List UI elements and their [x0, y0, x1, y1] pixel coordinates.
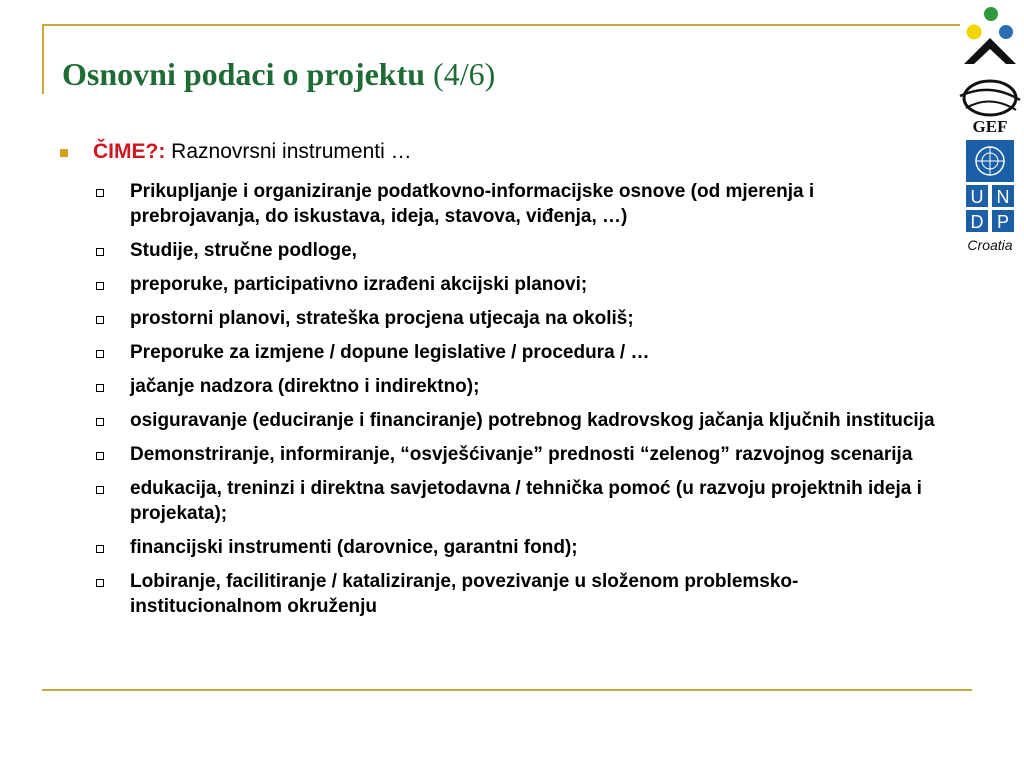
square-bullet-icon: [96, 486, 104, 494]
level1-item: [60, 140, 920, 164]
gef-blue-dot: [999, 25, 1013, 39]
undp-letter-p: P: [996, 212, 1010, 232]
frame-bottom-line: [42, 689, 972, 691]
square-bullet-icon: [96, 316, 104, 324]
page-title-main: Osnovni podaci o projektu: [62, 56, 426, 92]
level1-label: ČIME?:: [93, 140, 166, 163]
level1-text: Raznovrsni instrumenti …: [171, 140, 412, 163]
page-title: [62, 56, 495, 93]
gef-globe-icon: [964, 81, 1016, 115]
undp-logo: [966, 140, 1014, 253]
undp-letter-d: D: [970, 212, 984, 232]
gef-logo: [960, 7, 1020, 136]
list-item: prostorni planovi, strateška procjena utjecaja na okoliš;: [96, 306, 946, 331]
page-title-number: (4/6): [433, 56, 496, 92]
square-bullet-icon: [96, 452, 104, 460]
square-bullet-icon: [96, 189, 104, 197]
list-item: Preporuke za izmjene / dopune legislative / procedura / …: [96, 340, 946, 365]
partner-logos: [950, 4, 1024, 256]
undp-country: Croatia: [967, 237, 1013, 253]
list-item: Prikupljanje i organiziranje podatkovno-informacijske osnove (od mjerenja i prebrojavanja, do iskustava, ideja, stavova, viđenja, …): [96, 179, 946, 229]
list-item: edukacija, treninzi i direktna savjetodavna / tehnička pomoć (u razvoju projektnih ideja i projekata);: [96, 476, 946, 526]
list-item: jačanje nadzora (direktno i indirektno);: [96, 374, 946, 399]
square-bullet-icon: [96, 282, 104, 290]
gef-text: GEF: [972, 117, 1008, 136]
list-item: financijski instrumenti (darovnice, garantni fond);: [96, 535, 946, 560]
undp-letter-u: U: [970, 187, 984, 207]
square-bullet-icon: [96, 248, 104, 256]
gef-chevron-icon: [964, 38, 1016, 64]
list-item: Lobiranje, facilitiranje / kataliziranje, povezivanje u složenom problemsko-institucionalnom okruženju: [96, 569, 946, 619]
square-bullet-icon: [96, 545, 104, 553]
instrument-list: [96, 179, 946, 628]
square-bullet-icon: [96, 384, 104, 392]
logos: [950, 4, 1024, 256]
level1-bullet-icon: [60, 149, 68, 157]
gef-green-dot: [984, 7, 998, 21]
frame-top-line: [42, 24, 960, 26]
list-item: Demonstriranje, informiranje, “osvješćivanje” prednosti “zelenog” razvojnog scenarija: [96, 442, 946, 467]
square-bullet-icon: [96, 579, 104, 587]
frame-left-line: [42, 24, 44, 94]
square-bullet-icon: [96, 350, 104, 358]
list-item: Studije, stručne podloge,: [96, 238, 946, 263]
list-item: osiguravanje (educiranje i financiranje) potrebnog kadrovskog jačanja ključnih institucija: [96, 408, 946, 433]
undp-letter-n: N: [996, 187, 1010, 207]
square-bullet-icon: [96, 418, 104, 426]
gef-yellow-dot: [967, 25, 982, 40]
list-item: preporuke, participativno izrađeni akcijski planovi;: [96, 272, 946, 297]
